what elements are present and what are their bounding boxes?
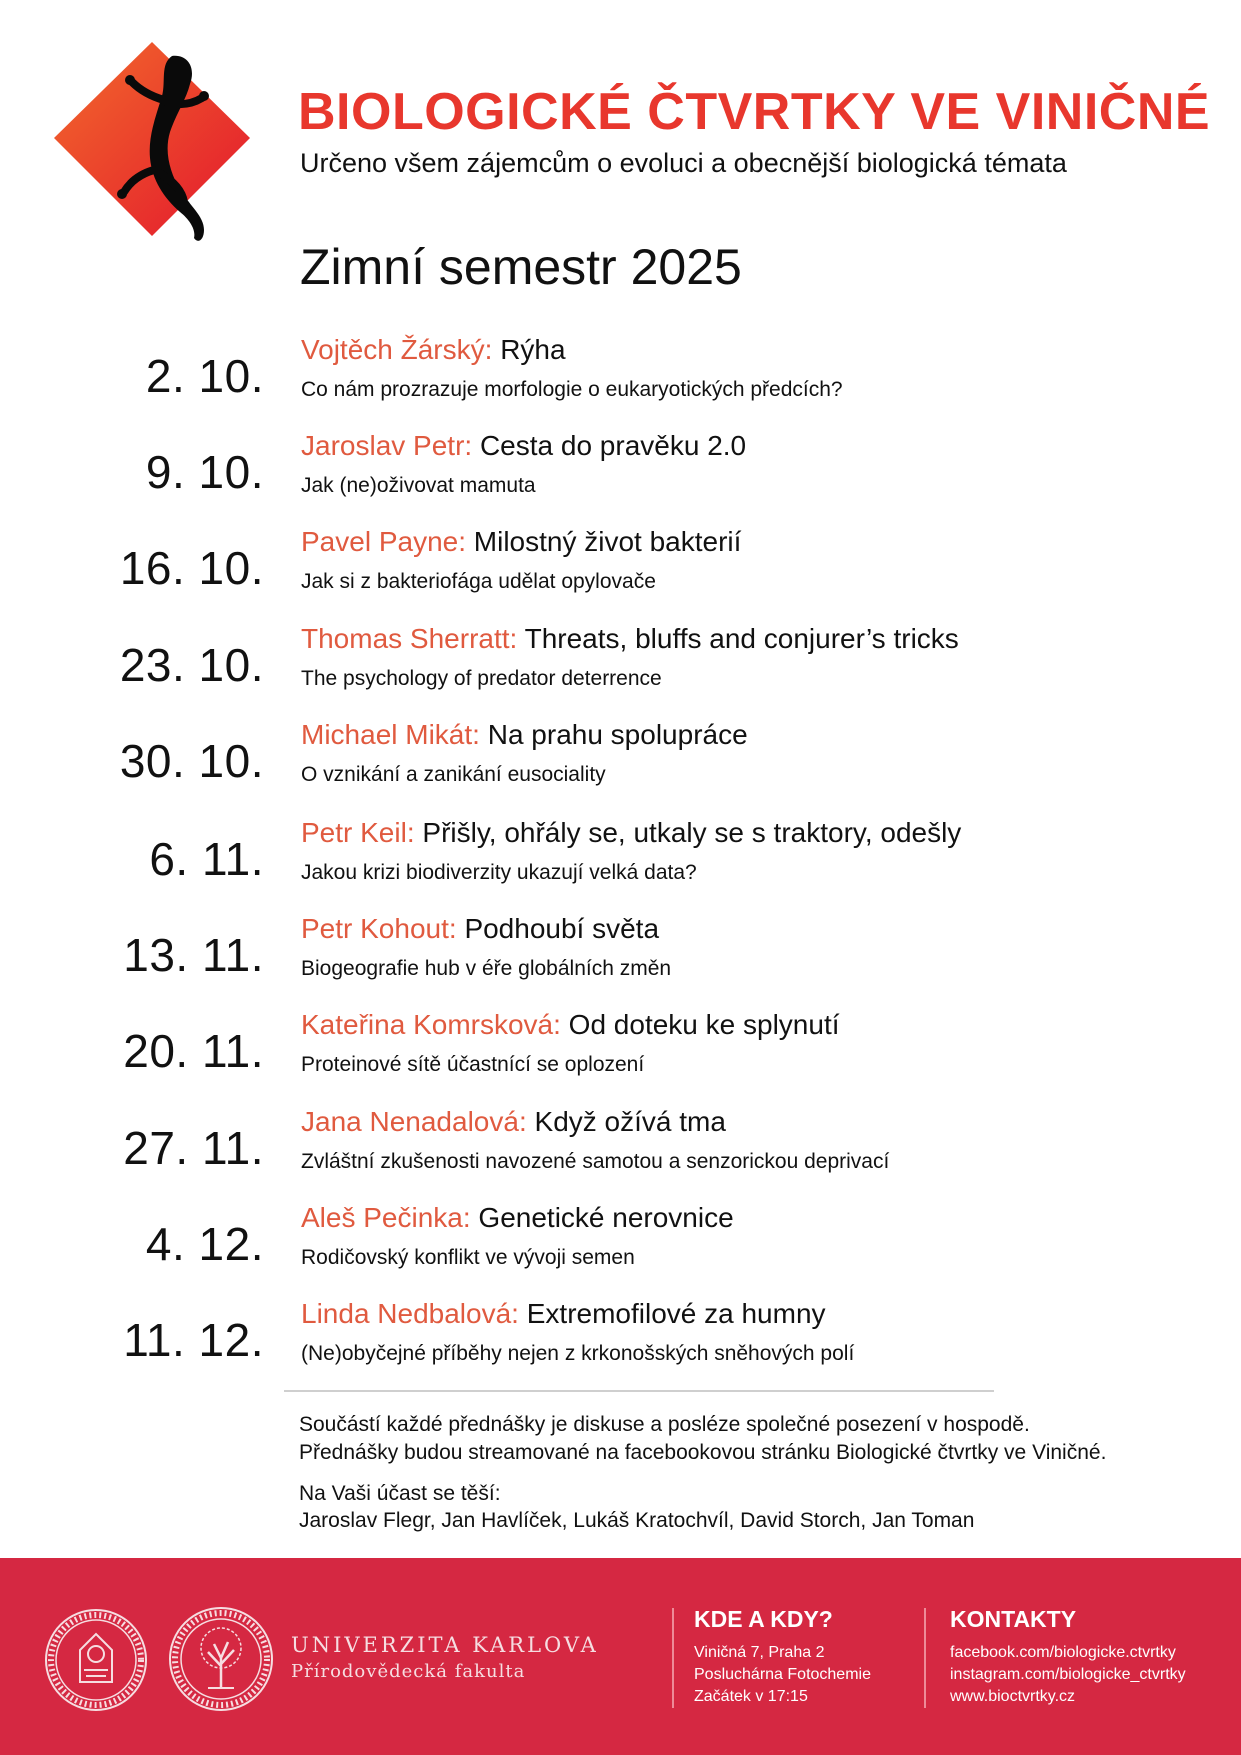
lecture-speaker: Pavel Payne: — [301, 526, 466, 557]
lecture-heading — [301, 1106, 726, 1138]
lecture-speaker: Thomas Sherratt: — [301, 623, 518, 654]
lecture-item — [0, 1009, 1241, 1105]
lecture-topic: Milostný život bakterií — [473, 526, 742, 557]
note-discussion: Součástí každé přednášky je diskuse a posléze společné posezení v hospodě. — [299, 1413, 1030, 1436]
note-organizers: Jaroslav Flegr, Jan Havlíček, Lukáš Kratochvíl, David Storch, Jan Toman — [299, 1509, 975, 1532]
lecture-subtitle: Proteinové sítě účastnící se oplození — [301, 1053, 645, 1076]
lecture-topic: Genetické nerovnice — [478, 1202, 734, 1233]
lecture-subtitle: Biogeografie hub v éře globálních změn — [301, 957, 672, 980]
lecture-item — [0, 526, 1241, 622]
note-welcome: Na Vaši účast se těší: — [299, 1482, 501, 1505]
lecture-speaker: Kateřina Komrsková: — [301, 1009, 561, 1040]
lecture-heading — [301, 526, 741, 558]
where-heading: KDE A KDY? — [694, 1606, 833, 1632]
note-stream: Přednášky budou streamované na facebookovou stránku Biologické čtvrtky ve Viničné. — [299, 1441, 1107, 1464]
page-title: BIOLOGICKÉ ČTVRTKY VE VINIČNÉ — [298, 83, 1211, 141]
lecture-heading — [301, 913, 659, 945]
lecture-item — [0, 913, 1241, 1009]
lecture-date: 6. 11. — [149, 833, 264, 885]
footer-divider — [924, 1608, 926, 1708]
lecture-speaker: Petr Kohout: — [301, 913, 457, 944]
lecture-heading — [301, 1298, 826, 1330]
lecture-heading — [301, 430, 746, 462]
lecture-speaker: Linda Nedbalová: — [301, 1298, 519, 1329]
lecture-subtitle: The psychology of predator deterrence — [301, 667, 662, 690]
lecture-subtitle: Rodičovský konflikt ve vývoji semen — [301, 1246, 635, 1269]
lecture-date: 11. 12. — [123, 1314, 264, 1366]
lecture-speaker: Aleš Pečinka: — [301, 1202, 471, 1233]
lecture-heading — [301, 334, 566, 366]
lecture-heading — [301, 623, 959, 655]
lecture-subtitle: Co nám prozrazuje morfologie o eukaryotických předcích? — [301, 378, 843, 401]
lecture-subtitle: Jak (ne)oživovat mamuta — [301, 474, 536, 497]
tree-seal-icon — [168, 1606, 274, 1712]
lecture-speaker: Jaroslav Petr: — [301, 430, 473, 461]
footer — [0, 1558, 1241, 1755]
university-name: UNIVERZITA KARLOVA — [291, 1633, 599, 1657]
lecture-topic: Od doteku ke splynutí — [568, 1009, 840, 1040]
contacts-heading: KONTAKTY — [950, 1606, 1077, 1632]
lecture-speaker: Petr Keil: — [301, 817, 415, 848]
faculty-name: Přírodovědecká fakulta — [291, 1661, 526, 1682]
lecture-date: 2. 10. — [145, 350, 264, 402]
lecture-subtitle: O vznikání a zanikání eusociality — [301, 763, 606, 786]
lecture-subtitle: Zvláštní zkušenosti navozené samotou a senzorickou deprivací — [301, 1150, 890, 1173]
lecture-date: 23. 10. — [119, 639, 264, 691]
lecture-heading — [301, 1009, 840, 1041]
salamander-logo-icon — [54, 40, 254, 245]
lecture-speaker: Vojtěch Žárský: — [301, 334, 493, 365]
lecture-topic: Rýha — [500, 334, 566, 365]
lecture-date: 16. 10. — [119, 542, 264, 594]
lecture-item — [0, 623, 1241, 719]
lecture-item — [0, 1298, 1241, 1394]
university-seal-icon — [44, 1608, 148, 1712]
lecture-topic: Přišly, ohřály se, utkaly se s traktory, odešly — [422, 817, 962, 848]
lecture-date: 4. 12. — [145, 1218, 264, 1270]
lecture-topic: Cesta do pravěku 2.0 — [479, 430, 747, 461]
instagram-link[interactable]: instagram.com/biologicke_ctvrtky — [950, 1666, 1186, 1683]
lecture-date: 13. 11. — [123, 929, 264, 981]
where-time: Začátek v 17:15 — [694, 1688, 808, 1705]
website-link[interactable]: www.bioctvrtky.cz — [950, 1688, 1076, 1705]
lecture-subtitle: Jakou krizi biodiverzity ukazují velká data? — [301, 861, 697, 884]
lecture-item — [0, 1106, 1241, 1202]
lecture-date: 27. 11. — [123, 1122, 264, 1174]
page-subtitle: Určeno všem zájemcům o evoluci a obecnější biologická témata — [300, 148, 1067, 178]
lecture-item — [0, 334, 1241, 430]
lecture-topic: Threats, bluffs and conjurer’s tricks — [524, 623, 959, 654]
semester-heading: Zimní semestr 2025 — [300, 239, 742, 295]
lecture-heading — [301, 817, 961, 849]
divider — [284, 1390, 994, 1392]
lecture-topic: Podhoubí světa — [464, 913, 660, 944]
footer-divider — [672, 1608, 674, 1708]
facebook-link[interactable]: facebook.com/biologicke.ctvrtky — [950, 1644, 1176, 1661]
lecture-date: 9. 10. — [145, 446, 264, 498]
where-address: Viničná 7, Praha 2 — [694, 1644, 825, 1661]
lecture-item — [0, 817, 1241, 913]
lecture-topic: Když ožívá tma — [534, 1106, 726, 1137]
lecture-topic: Na prahu spolupráce — [487, 719, 748, 750]
lecture-topic: Extremofilové za humny — [526, 1298, 826, 1329]
lecture-item — [0, 1202, 1241, 1298]
lecture-item — [0, 719, 1241, 815]
lecture-subtitle: (Ne)obyčejné příběhy nejen z krkonošských sněhových polí — [301, 1342, 855, 1365]
lecture-item — [0, 430, 1241, 526]
lecture-speaker: Michael Mikát: — [301, 719, 480, 750]
lecture-subtitle: Jak si z bakteriofága udělat opylovače — [301, 570, 656, 593]
lecture-heading — [301, 1202, 734, 1234]
lecture-heading — [301, 719, 748, 751]
where-room: Posluchárna Fotochemie — [694, 1666, 871, 1683]
lecture-date: 20. 11. — [123, 1025, 264, 1077]
lecture-speaker: Jana Nenadalová: — [301, 1106, 527, 1137]
lecture-date: 30. 10. — [119, 735, 264, 787]
